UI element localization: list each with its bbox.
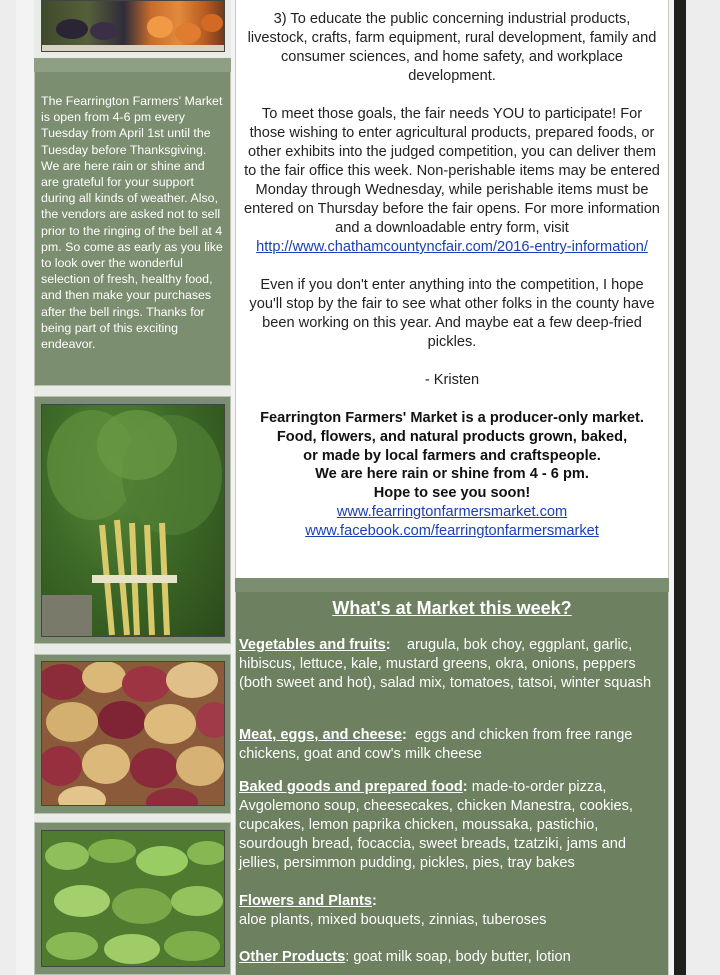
participate-text: To meet those goals, the fair needs YOU to participate! For those wishing to enter agricultural products, prepared foods, or other exhibits into the judged competition, you can deliver them to the fair office this week. Non-perishable items may be entered Monday through Wednesday, while perishable items must be entered on Thursday before the fair opens. For more information and a downloadable entry form, visit [244, 106, 660, 236]
page-border-dark [674, 0, 686, 975]
baked-goods-list: made-to-order pizza, Avgolemono soup, cheesecakes, chicken Manestra, cookies, cupcakes, lemon paprika chicken, moussaka, pastichio, sourdough bread, focaccia, sweet breads, tzatziki, jams and jellies, persimmon pudding, pickles, pies, tray bakes [239, 779, 638, 871]
greens-illustration [42, 831, 224, 966]
facebook-link[interactable]: www.facebook.com/fearringtonfarmersmarket [305, 522, 599, 539]
meat-heading: Meat, eggs, and cheese [239, 727, 403, 743]
closing-line-1: Fearrington Farmers' Market is a producer-only market. [260, 410, 644, 426]
market-closing-block [244, 409, 660, 541]
baked-goods-heading: Baked goods and prepared food [239, 779, 463, 795]
potatoes-photo [41, 661, 225, 806]
market-hours-text: The Fearrington Farmers' Market is open from 4-6 pm every Tuesday from April 1st until the Tuesday before Thanksgiving. We are here rain or shine and are grateful for your support during all kinds of weather. Also, the vendors are asked not to sell prior to the ringing of the bell at 4 pm. So come as early as you like to look over the wonderful selection of fresh, healthy food, and then make your purchases after the bell rings. Thanks for being part of this exciting endeavor. [41, 94, 223, 352]
fair-goal-3: 3) To educate the public concerning industrial products, livestock, crafts, farm equipment, rural development, family and consumer sciences, and home safety, and workplace development. [247, 11, 657, 84]
chard-photo [41, 404, 225, 637]
greens-photo [41, 830, 225, 967]
market-hours-box-header [34, 58, 231, 72]
other-products-section: Other Products: goat milk soap, body butter, lotion [239, 949, 571, 965]
meat-section: Meat, eggs, and cheese: eggs and chicken from free range chickens, goat and cow's milk cheese [239, 727, 637, 762]
peppers-illustration [42, 1, 224, 51]
page-margin-left [0, 0, 16, 975]
stop-by-paragraph: Even if you don't enter anything into the competition, I hope you'll stop by the fair to see what other folks in the county have been working on this year. And maybe eat a few deep-fried pickles. [249, 277, 655, 350]
closing-line-4: We are here rain or shine from 4 - 6 pm. [315, 466, 589, 483]
flowers-list: aloe plants, mixed bouquets, zinnias, tuberoses [239, 912, 547, 928]
vegetables-list: arugula, bok choy, eggplant, garlic, hibiscus, lettuce, kale, mustard greens, okra, onions, peppers (both sweet and hot), salad mix, tomatoes, tatsoi, winter squash [239, 637, 652, 691]
closing-line-3: or made by local farmers and craftspeople. [303, 447, 601, 464]
closing-line-5: Hope to see you soon! [373, 485, 531, 502]
article-body [244, 10, 660, 541]
vegetables-section: Vegetables and fruits: arugula, bok choy, eggplant, garlic, hibiscus, lettuce, kale, mustard greens, okra, onions, peppers (both sweet and hot), salad mix, tomatoes, tatsoi, winter squash [239, 637, 652, 691]
potatoes-illustration [42, 662, 224, 805]
signature: - Kristen [424, 372, 480, 388]
meat-list: eggs and chicken from free range chickens, goat and cow's milk cheese [239, 727, 637, 762]
closing-line-2: Food, flowers, and natural products grown, baked, [276, 428, 628, 445]
participate-paragraph [244, 105, 660, 257]
vegetables-heading: Vegetables and fruits [239, 637, 386, 653]
baked-goods-section: Baked goods and prepared food: made-to-order pizza, Avgolemono soup, cheesecakes, chicken Manestra, cookies, cupcakes, lemon paprika chicken, moussaka, pastichio, sourdough bread, focaccia, sweet breads, tzatziki, jams and jellies, persimmon pudding, pickles, pies, tray bakes [239, 779, 638, 871]
flowers-heading: Flowers and Plants [239, 893, 372, 909]
page-margin-right [686, 0, 720, 975]
website-link[interactable]: www.fearringtonfarmersmarket.com [336, 503, 568, 520]
entry-form-link[interactable]: http://www.chathamcountyncfair.com/2016-entry-information/ [256, 239, 648, 255]
divider-strip [235, 578, 669, 592]
chard-illustration [42, 405, 224, 636]
peppers-photo [41, 0, 225, 52]
other-products-heading: Other Products [239, 949, 346, 965]
market-this-week-title: What's at Market this week? [332, 598, 572, 618]
other-products-list: goat milk soap, body butter, lotion [349, 949, 571, 965]
flowers-section: Flowers and Plants: aloe plants, mixed bouquets, zinnias, tuberoses [239, 892, 663, 930]
